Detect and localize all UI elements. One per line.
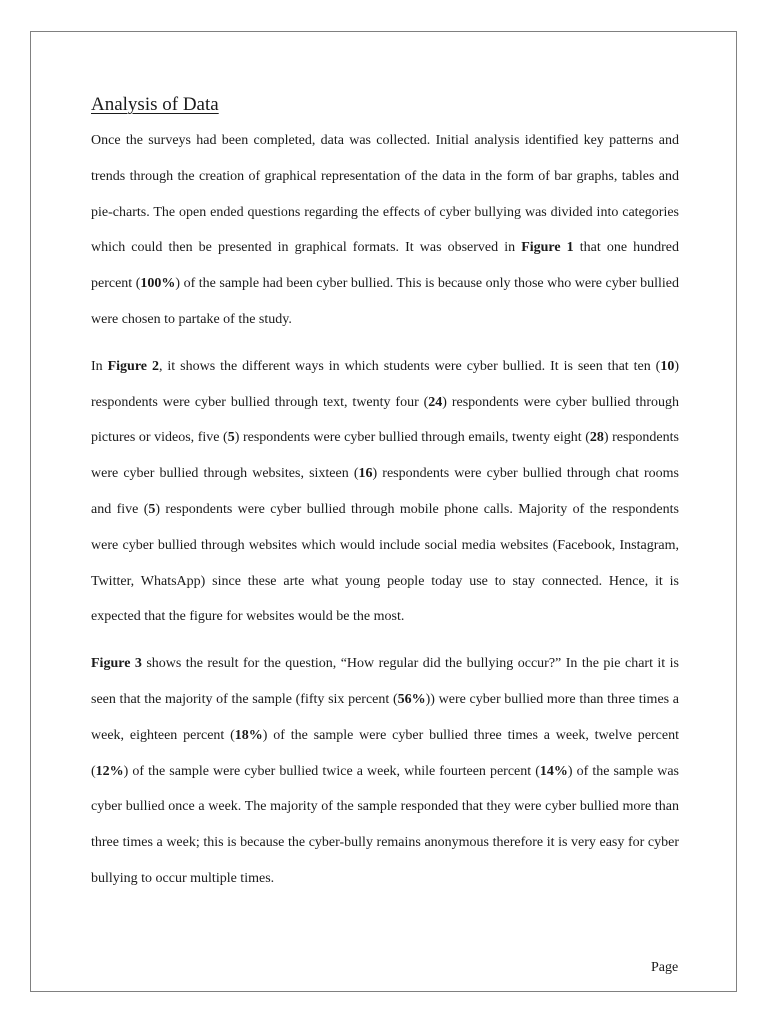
text-run: shows the result for the question, “How regular did the bullying occur?” In the pie chart it is seen that the majority of the sample (fifty six percent (	[91, 656, 679, 707]
text-run: , it shows the different ways in which students were cyber bullied. It is seen that ten (	[158, 358, 661, 374]
page-content	[91, 92, 679, 908]
text-run: that one hundred percent (	[91, 240, 679, 292]
paragraph-figure-1	[91, 123, 679, 338]
bold-text-run: Figure 2	[107, 358, 159, 374]
bold-text-run: 28	[589, 430, 604, 446]
bold-text-run: 24	[428, 394, 443, 410]
text-run: )) were cyber bullied more than three times a week, eighteen percent (	[91, 691, 680, 743]
text-run: ) respondents were cyber bullied through text, twenty four (	[91, 358, 679, 410]
bold-text-run: 10	[660, 358, 675, 374]
text-run: ) respondents were cyber bullied through mobile phone calls. Majority of the respondents were cyber bullied through websites which would include social media websites (Facebook, Instagram, Twitter, WhatsApp) since these arte what young people today use to stay connected. Hence, it is expected that the figure for websites would be the most.	[91, 501, 679, 625]
document-page	[30, 31, 737, 992]
bold-text-run: 12%	[95, 763, 124, 779]
bold-text-run: 100%	[140, 276, 176, 292]
text-run: ) respondents were cyber bullied through websites, sixteen (	[91, 430, 679, 482]
text-run: ) of the sample had been cyber bullied. This is because only those who were cyber bullied were chosen to partake of the study.	[91, 276, 680, 327]
paragraph-figure-2	[91, 349, 679, 635]
page-footer-label: Page	[651, 960, 679, 975]
text-run: ) respondents were cyber bullied through chat rooms and five (	[91, 466, 679, 517]
text-run: ) of the sample was cyber bullied once a week. The majority of the sample responded that they were cyber bullied more than three times a week; this is because the cyber-bully remains anonymous therefore it is very easy for cyber bullying to occur multiple times.	[91, 763, 679, 886]
text-run: In	[91, 358, 108, 374]
bold-text-run: 5	[148, 501, 156, 517]
bold-text-run: 56%	[397, 691, 426, 707]
text-run: Once the surveys had been completed, data was collected. Initial analysis identified key patterns and trends through the creation of graphical representation of the data in the form of bar graphs, tables and pie-charts. The open ended questions regarding the effects of cyber bullying was divided into categories which could then be presented in graphical formats. It was observed in	[91, 133, 679, 256]
text-run: ) of the sample were cyber bullied three times a week, twelve percent (	[91, 727, 679, 779]
bold-text-run: 18%	[234, 727, 263, 743]
text-run: ) of the sample were cyber bullied twice a week, while fourteen percent (	[123, 763, 540, 779]
bold-text-run: Figure 3	[91, 656, 142, 672]
text-run: ) respondents were cyber bullied through pictures or videos, five (	[91, 394, 680, 446]
bold-text-run: 14%	[539, 763, 568, 779]
text-run: ) respondents were cyber bullied through emails, twenty eight (	[234, 430, 590, 446]
section-heading: Analysis of Data	[91, 94, 219, 115]
bold-text-run: Figure 1	[521, 240, 574, 256]
bold-text-run: 5	[227, 430, 235, 446]
paragraph-figure-3	[91, 646, 679, 897]
bold-text-run: 16	[358, 466, 373, 482]
